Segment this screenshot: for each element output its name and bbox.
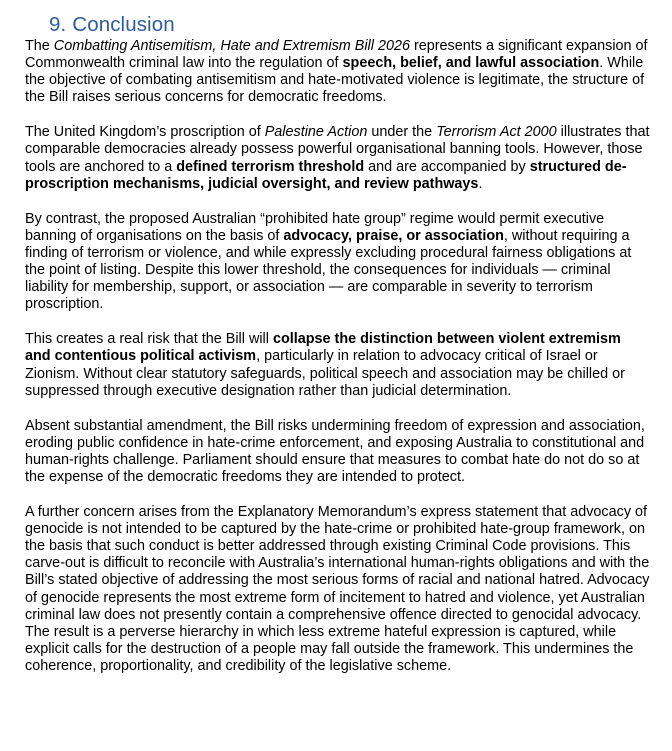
bold-phrase: structured de-proscription mechanisms, judicial oversight, and review pathways	[25, 158, 627, 192]
document-page	[25, 12, 650, 693]
paragraph-4	[25, 331, 650, 399]
bill-title: Combatting Antisemitism, Hate and Extremism Bill 2026	[53, 38, 410, 54]
paragraph-3	[25, 211, 650, 314]
paragraph-6	[25, 504, 650, 675]
text-run: A further concern arises from the Explanatory Memorandum’s express statement that advocacy of genocide is not intended to be captured by the hate-crime or prohibited hate-group framework, on the basis that such conduct is better addressed through existing Criminal Code provisions. This carve-out is difficult to reconcile with Australia’s international human-rights obligations and with the Bill’s stated objective of addressing the most serious forms of racial and national hatred. Advocacy of genocide represents the most extreme form of incitement to hatred and violence, yet Australian criminal law does not presently contain a comprehensive offence directed to genocidal advocacy. The result is a perverse hierarchy in which less extreme hateful expression is captured, while explicit calls for the destruction of a people may fall outside the framework. This undermines the coherence, proportionality, and credibility of the legislative scheme.	[25, 504, 650, 674]
paragraph-5	[25, 418, 650, 486]
text-run: illustrates that comparable democracies already possess powerful organisational banning tools. However, those tools are anchored to a	[25, 124, 650, 175]
paragraph-1	[25, 38, 650, 106]
text-run: The United Kingdom’s proscription of	[25, 124, 265, 141]
text-run: .	[478, 175, 483, 192]
text-run: under the	[367, 124, 437, 141]
organisation-name: Palestine Action	[264, 124, 368, 141]
text-run: . While the objective of combating antisemitism and hate-motivated violence is legitimate, the structure of the Bill raises serious concerns for democratic freedoms.	[25, 55, 645, 106]
section-heading	[49, 12, 650, 38]
act-title: Terrorism Act 2000	[436, 124, 557, 141]
section-title: Conclusion	[72, 13, 175, 36]
text-run: By contrast, the proposed Australian “prohibited hate group” regime would permit executive banning of organisations on the basis of	[25, 210, 605, 244]
text-run: and are accompanied by	[364, 158, 530, 175]
text-run: represents a significant expansion of Commonwealth criminal law into the regulation of	[25, 38, 648, 72]
bold-phrase: defined terrorism threshold	[176, 158, 365, 175]
text-run: , without requiring a finding of terrorism or violence, and while expressly excluding procedural fairness obligations at the point of listing. Despite this lower threshold, the consequences for individuals — criminal liability for membership, support, or association — are comparable in severity to terrorism proscription.	[25, 227, 632, 313]
text-run: Absent substantial amendment, the Bill risks undermining freedom of expression and association, eroding public confidence in hate-crime enforcement, and exposing Australia to constitutional and human-rights challenge. Parliament should ensure that measures to combat hate do not do so at the expense of the democratic freedoms they are intended to protect.	[25, 417, 645, 485]
bold-phrase: speech, belief, and lawful association	[342, 55, 600, 72]
section-number: 9.	[49, 13, 67, 36]
text-run: The	[25, 38, 54, 54]
bold-phrase: collapse the distinction between violent extremism and contentious political activism	[25, 331, 621, 365]
paragraph-2	[25, 124, 650, 192]
bold-phrase: advocacy, praise, or association	[283, 227, 504, 244]
text-run: This creates a real risk that the Bill will	[25, 331, 273, 348]
text-run: , particularly in relation to advocacy critical of Israel or Zionism. Without clear statutory safeguards, political speech and association may be chilled or suppressed through executive designation rather than judicial determination.	[25, 348, 625, 399]
